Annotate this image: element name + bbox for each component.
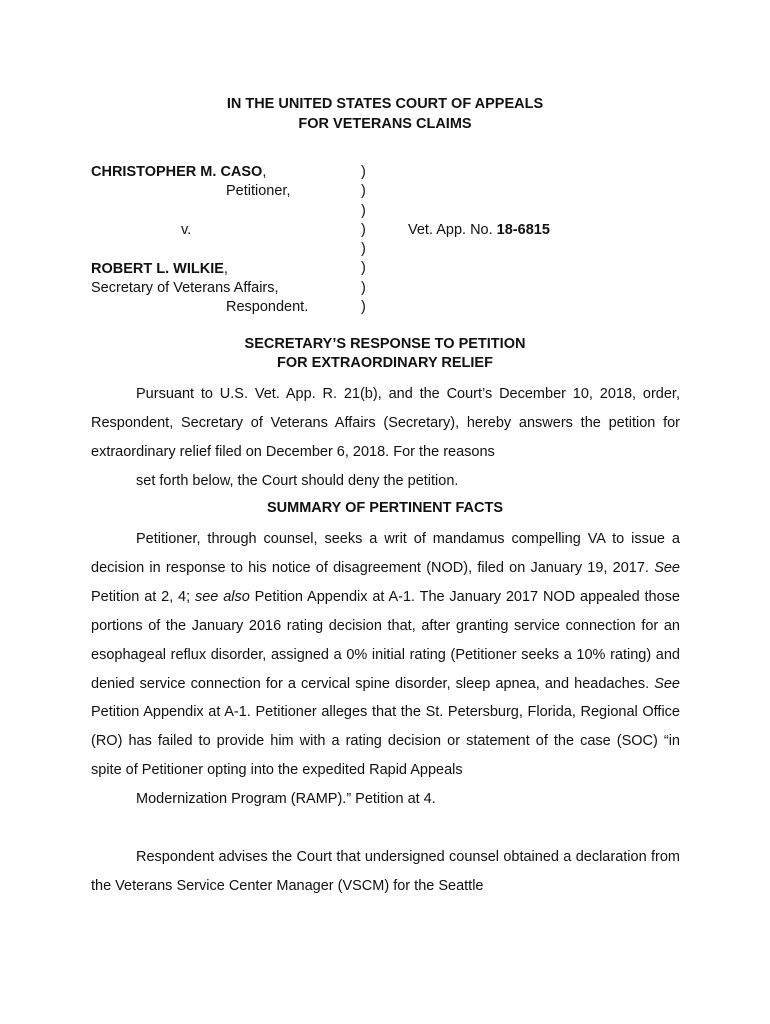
docket-value: 18-6815 — [496, 222, 550, 238]
intro-paragraph — [91, 380, 680, 496]
facts-paragraph — [91, 525, 680, 814]
facts-text-3: Petition Appendix at A-1. The January 2017 NOD appealed those portions of the January 2016 rating decision that, after granting service connection for an esophageal reflux disorder, assigned a 0% initial rating (Petitioner seeks a 10% rating) and denied service connection for a cervical spine disorder, sleep apnea, and headaches. — [91, 588, 680, 692]
docket-number — [408, 221, 550, 240]
facts-text-2: Petition at 2, 4; — [91, 588, 195, 605]
respondent-paragraph — [91, 843, 680, 901]
facts-last-line: Modernization Program (RAMP).” Petition at 4. — [136, 791, 436, 808]
intro-paragraph-body: Pursuant to U.S. Vet. App. R. 21(b), and the Court’s December 10, 2018, order, Respondent, Secretary of Veterans Affairs (Secretary), hereby answers the petition for extraordinary relief filed on December 6, 2018. For the reasons — [91, 386, 680, 460]
respondent-name: ROBERT L. WILKIE — [91, 261, 224, 277]
petitioner-line — [91, 163, 266, 182]
versus-label: v. — [181, 222, 192, 238]
summary-heading: SUMMARY OF PERTINENT FACTS — [266, 500, 504, 516]
facts-see-2: See — [654, 675, 680, 692]
court-title — [0, 94, 770, 134]
petitioner-name: CHRISTOPHER M. CASO — [91, 164, 263, 180]
intro-paragraph-last-line: set forth below, the Court should deny the petition. — [136, 472, 459, 489]
facts-text-4: Petition Appendix at A-1. Petitioner alleges that the St. Petersburg, Florida, Regional Office (RO) has failed to provide him with a rating decision or statement of the case (SOC) “in spite of Petitioner opting into the expedited Rapid Appeals — [91, 704, 680, 779]
respondent-line — [91, 260, 228, 279]
respondent-paragraph-body: Respondent advises the Court that undersigned counsel obtained a declaration from the Veterans Service Center Manager (VSCM) for the Seattle — [91, 849, 680, 894]
docket-label: Vet. App. No. — [408, 222, 497, 238]
respondent-comma: , — [223, 261, 228, 277]
court-title-line-2: FOR VETERANS CLAIMS — [298, 116, 472, 132]
response-heading — [0, 335, 770, 373]
facts-see-1: See — [654, 559, 680, 576]
facts-text-1: Petitioner, through counsel, seeks a writ of mandamus compelling VA to issue a decision in response to his notice of disagreement (NOD), filed on January 19, 2017. — [91, 531, 680, 576]
respondent-role: Respondent. — [226, 299, 309, 315]
respondent-title: Secretary of Veterans Affairs, — [91, 280, 279, 296]
petitioner-role: Petitioner, — [226, 183, 291, 199]
response-heading-line-2: FOR EXTRAORDINARY RELIEF — [277, 355, 493, 371]
petitioner-comma: , — [262, 164, 267, 180]
response-heading-line-1: SECRETARY’S RESPONSE TO PETITION — [244, 336, 526, 352]
case-caption — [91, 163, 691, 323]
caption-parentheses: ) ) ) ) ) ) ) ) — [361, 164, 366, 316]
court-title-line-1: IN THE UNITED STATES COURT OF APPEALS — [226, 96, 544, 112]
facts-see-also: see also — [194, 588, 250, 605]
